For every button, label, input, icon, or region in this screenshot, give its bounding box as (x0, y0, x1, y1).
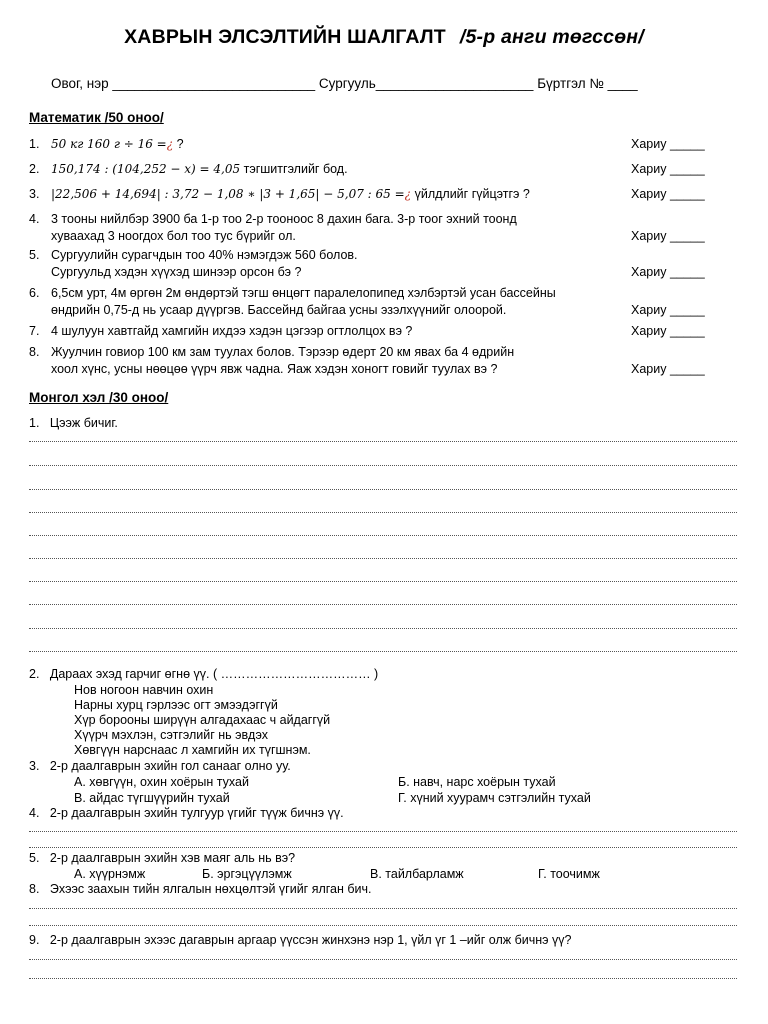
mongol-section-title: Монгол хэл /30 оноо/ (29, 390, 169, 405)
question-tail: үйлдлийг гүйцэтгэ ? (411, 187, 530, 201)
answer-blank: Хариу _____ (631, 324, 705, 338)
poem-line: Хүүрч мэхлэн, сэтгэлийг нь эвдэх (74, 728, 268, 742)
formula: 50 кг 160 г ÷ 16 = (51, 137, 167, 151)
formula-mark: ¿ (404, 187, 412, 201)
title-subtitle: /5-р анги төгссөн/ (459, 26, 644, 48)
question-number: 5. (29, 851, 40, 865)
question-number: 4. (29, 212, 40, 226)
question-number: 3. (29, 187, 40, 201)
question-line-2: хоол хүнс, усны нөөцөө үүрч явж чадна. Яаж хэдэн хоногт говийг туулах вэ ? (51, 362, 498, 376)
mongol-question-4 (29, 806, 344, 820)
question-text: Цээж бичиг. (49, 416, 118, 430)
answer-dotted-line[interactable] (29, 534, 737, 536)
answer-dotted-line[interactable] (29, 650, 737, 652)
answer-dotted-line[interactable] (29, 830, 737, 832)
option-b[interactable]: Б. эргэцүүлэмж (202, 867, 292, 881)
question-tail: ? (173, 137, 184, 151)
answer-dotted-line[interactable] (29, 924, 737, 926)
question-text: Дараах эхэд гарчиг өгнө үү. ( ……………………………… ) (49, 667, 379, 681)
poem-line: Нарны хурц гэрлээс огт эмээдэггүй (74, 698, 278, 712)
question-line-2: өндрийн 0,75-д нь усаар дүүргэв. Бассейнд байгаа усны эзэлхүүнийг олоорой. (51, 303, 507, 317)
option-a[interactable]: А. хөвгүүн, охин хоёрын тухай (74, 775, 249, 789)
option-a[interactable]: А. хүүрнэмж (74, 867, 146, 881)
answer-dotted-line[interactable] (29, 511, 737, 513)
question-number: 3. (29, 759, 40, 773)
answer-blank: Хариу _____ (631, 362, 705, 376)
page-title (0, 26, 768, 49)
question-line-1: 6,5см урт, 4м өргөн 2м өндөртэй тэгш өнцөгт паралелопипед хэлбэртэй усан бассейны (51, 286, 556, 300)
answer-dotted-line[interactable] (29, 603, 737, 605)
mongol-question-2 (29, 667, 378, 681)
mongol-question-8 (29, 882, 372, 896)
question-text: 2-р даалгаврын эхийн гол санааг олно уу. (49, 759, 291, 773)
question-number: 1. (29, 416, 40, 430)
question-line-2: Сургуульд хэдэн хүүхэд шинээр орсон бэ ? (51, 265, 302, 279)
question-line-1: 3 тооны нийлбэр 3900 ба 1-р тоо 2-р тооноос 8 дахин бага. 3-р тоог эхний тоонд (51, 212, 517, 226)
answer-dotted-line[interactable] (29, 627, 737, 629)
title-main: ХАВРЫН ЭЛСЭЛТИЙН ШАЛГАЛТ (124, 26, 446, 48)
question-tail: тэгшитгэлийг бод. (240, 162, 348, 176)
answer-dotted-line[interactable] (29, 464, 737, 466)
option-c[interactable]: В. тайлбарламж (370, 867, 464, 881)
answer-dotted-line[interactable] (29, 846, 737, 848)
answer-blank: Хариу _____ (631, 229, 705, 243)
question-number: 4. (29, 806, 40, 820)
question-line-2: хуваахад 3 ноогдох бол тоо тус бүрийг ол. (51, 229, 296, 243)
answer-dotted-line[interactable] (29, 557, 737, 559)
question-line-1: 4 шулуун хавтгайд хамгийн ихдээ хэдэн цэгээр огтлолцох вэ ? (51, 324, 413, 338)
answer-blank: Хариу _____ (631, 137, 705, 151)
mongol-question-1 (29, 416, 118, 430)
question-text: 2-р даалгаврын эхийн тулгуур үгийг түүж бичнэ үү. (49, 806, 344, 820)
formula: 150,174 : (104,252 − x) = 4,05 (51, 162, 241, 176)
mongol-question-5 (29, 851, 295, 865)
question-number: 1. (29, 137, 40, 151)
answer-dotted-line[interactable] (29, 977, 737, 979)
poem-line: Нов ногоон навчин охин (74, 683, 214, 697)
mongol-question-3 (29, 759, 291, 773)
formula-mark: ¿ (166, 137, 174, 151)
option-d[interactable]: Г. хүний хуурамч сэтгэлийн тухай (398, 791, 591, 805)
question-line-1: Жуулчин говиор 100 км зам туулах болов. Тэрээр өдерт 20 км явах ба 4 өдрийн (51, 345, 515, 359)
question-line-1: Сургуулийн сурагчдын тоо 40% нэмэгдэж 560 болов. (51, 248, 358, 262)
option-b[interactable]: Б. навч, нарс хоёрын тухай (398, 775, 556, 789)
answer-blank: Хариу _____ (631, 265, 705, 279)
question-text: 2-р даалгаврын эхээс дагаврын аргаар үүссэн жинхэнэ нэр 1, үйл үг 1 –ийг олж бичнэ үү? (49, 933, 572, 947)
formula: |22,506 + 14,694| : 3,72 − 1,08 ∗ |3 + 1,65| − 5,07 : 65 = (51, 187, 405, 201)
question-number: 6. (29, 286, 40, 300)
math-section-title: Математик /50 оноо/ (29, 110, 164, 125)
question-number: 7. (29, 324, 40, 338)
question-number: 8. (29, 345, 40, 359)
question-number: 8. (29, 882, 40, 896)
question-text: 2-р даалгаврын эхийн хэв маяг аль нь вэ? (49, 851, 296, 865)
question-number: 9. (29, 933, 40, 947)
option-c[interactable]: В. айдас түгшүүрийн тухай (74, 791, 230, 805)
answer-blank: Хариу _____ (631, 303, 705, 317)
student-info-line: Овог, нэр ___________________________ Сургууль_____________________ Бүртгэл № ____ (51, 76, 638, 91)
question-text: Эхээс заахын тийн ялгалын нөхцөлтэй үгийг ялган бич. (49, 882, 372, 896)
question-number: 5. (29, 248, 40, 262)
answer-blank: Хариу _____ (631, 162, 705, 176)
answer-blank: Хариу _____ (631, 187, 705, 201)
question-number: 2. (29, 162, 40, 176)
answer-dotted-line[interactable] (29, 907, 737, 909)
answer-dotted-line[interactable] (29, 440, 737, 442)
question-number: 2. (29, 667, 40, 681)
mongol-question-9 (29, 933, 571, 947)
poem-line: Хүр борооны ширүүн алгадахаас ч айдаггүй (74, 713, 331, 727)
poem-line: Хөвгүүн нарснаас л хамгийн их түгшнэм. (74, 743, 311, 757)
answer-dotted-line[interactable] (29, 958, 737, 960)
answer-dotted-line[interactable] (29, 488, 737, 490)
answer-dotted-line[interactable] (29, 580, 737, 582)
option-d[interactable]: Г. тоочимж (538, 867, 600, 881)
